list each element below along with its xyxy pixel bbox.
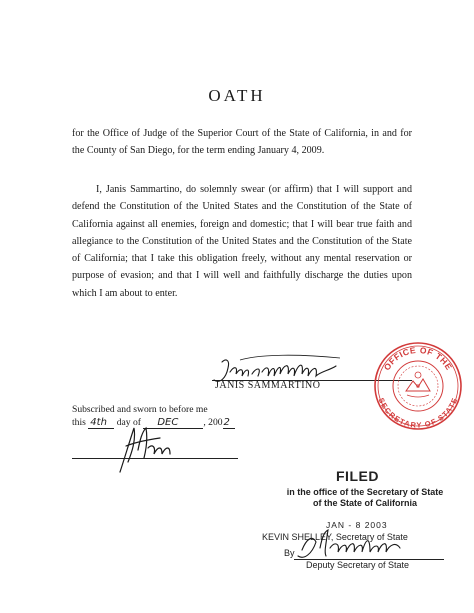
oath-body-text: I, Janis Sammartino, do solemnly swear (or affirm) that I will support and defend the Constitution of the United States and the Constitution of the State of California against all enemies, foreign and domestic; that I will bear true faith and allegiance to the Constitution of the United States and the Constitution of the State of California; that I take this obligation freely, without any mental reservation or purpose of evasion; and that I will well and faithfully discharge the duties upon which I am about to enter.	[72, 184, 412, 299]
filed-stamp-by-label: By	[284, 548, 295, 558]
year-handwritten: 2	[223, 416, 230, 428]
filed-stamp-line1: in the office of the Secretary of State	[286, 487, 444, 497]
filed-stamp-secretary: KEVIN SHELLEY, Secretary of State	[262, 532, 408, 542]
day-handwritten: 4th	[90, 416, 107, 428]
notary-signature-line	[72, 458, 238, 459]
month-handwritten: DEC	[157, 416, 179, 428]
day-of-label: day of	[116, 416, 141, 428]
filed-stamp-date: JAN - 8 2003	[326, 520, 388, 530]
subscribed-sworn-block	[72, 404, 235, 429]
filed-stamp-deputy: Deputy Secretary of State	[306, 560, 410, 570]
seal-text-bottom: SECRETARY OF STATE	[376, 396, 460, 430]
year-blank	[223, 417, 235, 429]
notary-signature-icon	[120, 428, 170, 472]
filed-stamp-title: FILED	[336, 468, 379, 484]
seal-text-top: OFFICE OF THE	[381, 344, 455, 373]
oath-body-paragraph	[72, 181, 412, 302]
year-prefix: , 200	[203, 416, 223, 428]
janis-signature-icon	[214, 360, 336, 381]
subscribed-line2	[72, 417, 235, 430]
day-blank	[88, 417, 114, 429]
svg-text:OFFICE OF THE	[382, 345, 455, 372]
oath-intro-paragraph: for the Office of Judge of the Superior Court of the State of California, in and for the County of San Diego, for the term ending January 4, 2009.	[72, 128, 412, 156]
signature-printed-name: JANIS SAMMARTINO	[215, 380, 321, 391]
filed-stamp-line2: of the State of California	[312, 498, 417, 508]
subscribed-line1: Subscribed and sworn to before me	[72, 404, 208, 415]
this-label: this	[72, 416, 86, 428]
month-blank	[143, 417, 203, 429]
document-title: OATH	[208, 86, 266, 105]
secretary-of-state-seal-icon	[373, 341, 463, 431]
